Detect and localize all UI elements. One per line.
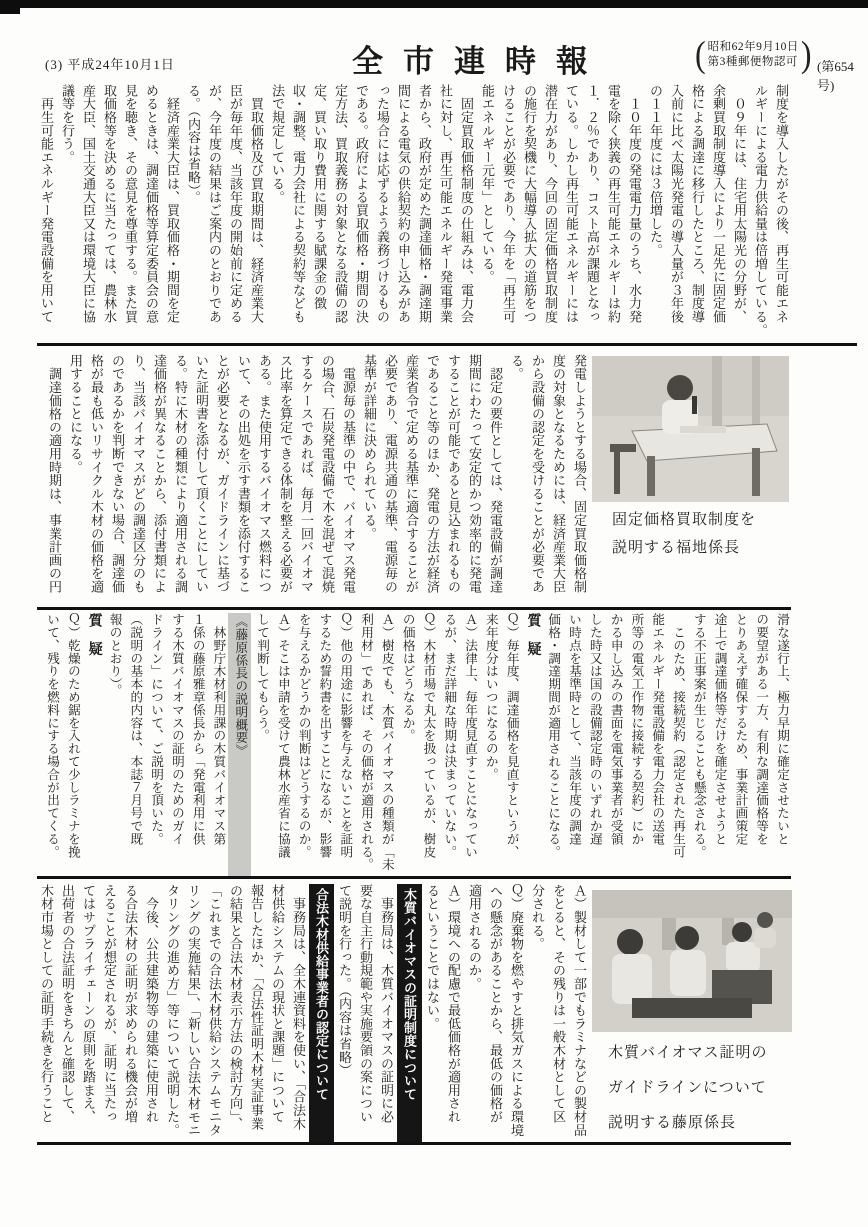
scan-corner-mark (0, 0, 20, 14)
article-text-column: 定方法、買取義務の対象となる設備の認 (333, 84, 348, 324)
postal-approval-box (695, 33, 812, 75)
article-text-column: の場合、石炭発電設備で木を混ぜて混焼 (320, 354, 335, 594)
article-text-column: 来年度分はいつになるのか。 (483, 613, 498, 781)
article-text-column: 度の対象となるためには、経済産業大臣 (551, 354, 566, 594)
article-text-column: ている。しかし再生可能エネルギーには (564, 84, 579, 324)
article-text-column: 林野庁木材利用課の木質バイオマス第 (211, 613, 226, 846)
article-text-column: するため誓約書を出すことになるが、影響 (317, 613, 332, 859)
article-text-column: した時又は国の設備認定時のいずれか遅 (587, 613, 602, 846)
article-text-column: するケースであれば、毎月一回バイオマ (299, 354, 314, 594)
article-text-column: り、当該バイオマスがどの調達区分のも (131, 354, 146, 594)
article-text-column: のであるかを判断できない場合、調達価 (110, 354, 125, 594)
caption-line: 説明する藤原係長 (608, 1115, 737, 1131)
article-text-column: 認定の要件としては、発電設備が調達 (488, 354, 503, 594)
article-text-column: 能エネルギー発電設備を電力会社の送電 (650, 613, 665, 846)
article-text-column: が、今年度の結果はご案内のとおりであ (207, 84, 222, 324)
section-header-column: 木質バイオマスの証明制度について (397, 884, 422, 1142)
article-text-column: るが、まだ詳細な時期は決まっていない。 (442, 613, 457, 859)
caption-line: 固定価格買取制度を (612, 512, 757, 528)
article-text-column: 事務局は、木質バイオマスの証明に必 (379, 884, 394, 1124)
article-text-column: 必要であり、電源共通の基準、電源毎の (383, 354, 398, 594)
section-header-column: 質 疑 (525, 613, 541, 656)
article-text-column: ある。また使用するバイオマス燃料につ (257, 354, 272, 594)
article-text-column: 調達価格の適用時期は、事業計画の円 (47, 354, 62, 594)
article-text-column: であること等のほか、発電の方法が経済 (425, 354, 440, 594)
caption-line: ガイドラインについて (608, 1080, 767, 1096)
postal-approval-line2: 第3種郵便物認可 (707, 55, 798, 68)
article-text-column: 発電しようとする場合、固定買取価格制 (572, 354, 587, 594)
article-text-column: Ａ）製材して一部でもラミナなどの製材品 (572, 884, 587, 1137)
article-text-column: 潜在力があり、今回の固定価格買取制度 (543, 84, 558, 324)
article-text-column: ルギーによる電力供給量は倍増している。 (753, 84, 768, 337)
article-text-column: とが必要となるが、ガイドラインに基づ (215, 354, 230, 594)
article-text-column: いて、その出処を示す書類を添付するこ (236, 354, 251, 594)
article-text-column: 臣が毎年度、当該年度の開始前に定める (228, 84, 243, 324)
article-text-column: 間による電気の供給契約の申し込みがあ (396, 84, 411, 324)
article-text-column: 取価格等を決めるに当たっては、農林水 (102, 84, 117, 324)
band-separator-3 (37, 876, 791, 879)
article-text-column: Ａ）そこは申請を受けて農林水産省に協議 (275, 613, 290, 859)
article-text-column: 滑な遂行上、極力早期に確定させたいと (775, 613, 789, 846)
photo-1-image (592, 356, 789, 502)
article-text-column: 見を聴き、その意見を尊重する。また買 (123, 84, 138, 324)
article-text-column: 社に対し、再生可能エネルギー発電事業 (438, 84, 453, 324)
article-text-column: このため、接続契約（認定された再生可 (671, 613, 686, 859)
article-text-column: る。（内容は省略）。 (186, 84, 201, 204)
article-text-column: 価格・調達期間が適用されることになる。 (546, 613, 561, 859)
article-text-column: ス比率を算定できる体制を整える必要が (278, 354, 293, 594)
article-band-1 (38, 84, 792, 344)
article-text-column: する不正事案が生じることも懸念される。 (691, 613, 706, 859)
article-text-column: るということではない。 (425, 884, 440, 1031)
section-header-column: 《藤原係長の説明概要》 (228, 613, 251, 876)
article-text-column: 出荷者の合法証明をきちんと確認して、 (60, 884, 75, 1124)
article-text-column: 収・調整、電力会社による契約等なども (291, 84, 306, 324)
article-text-column: 報のとおり）。 (107, 613, 122, 697)
article-text-column: 事務局は、全木連資料を使い、「合法木 (291, 884, 306, 1131)
article-text-column: Ｑ）他の用途に影響を与えないことを証明 (338, 613, 353, 859)
article-text-column: の価格はどうなるか。 (400, 613, 415, 742)
issue-number: (第654号) (817, 59, 854, 93)
article-text-column: リングの実施結果」、「新しい合法木材モニ (186, 884, 201, 1137)
left-paren: ( (695, 33, 706, 75)
page-number-and-date: (3) 平成24年10月1日 (45, 57, 175, 72)
photo-2-caption (608, 1036, 768, 1141)
article-text-column: 再生可能エネルギー発電設備を用いて (39, 84, 54, 324)
article-text-column: 適用されるのか。 (467, 884, 482, 991)
photo-1-caption (612, 506, 756, 562)
article-text-column: 所等の電気工作物に接続する契約）にか (629, 613, 644, 846)
article-text-column: いた証明書を添付して頂くことにしてい (194, 354, 209, 594)
article-text-column: 格による調達に移行したところ、制度導 (690, 84, 705, 324)
article-text-column: いて、残りを燃料にする場合が出てくる。 (45, 613, 60, 859)
band-separator-2 (37, 607, 791, 610)
article-text-column: い時点を基準時として、当該年度の調達 (567, 613, 582, 846)
photo-2-image (592, 890, 792, 1032)
article-text-column: することが可能であると見込まれるもの (446, 354, 461, 594)
article-text-column: る。特に木材の種類により適用される調 (173, 354, 188, 594)
article-text-column: 木材市場としての証明手続きを行うこと (39, 884, 54, 1124)
article-text-column: 格が最も低いリサイクル木材の価格を適 (89, 354, 104, 594)
section-header-column: 質 疑 (86, 613, 102, 656)
article-text-column: Ａ）樹皮でも、木質バイオマスの種類が「未 (379, 613, 394, 871)
article-text-column: 達価格が異なることから、添付書類によ (152, 354, 167, 594)
article-text-column: えることが想定されるが、証明に当たっ (102, 884, 117, 1124)
article-text-column: （説明の基本的内容は、本誌７月号で既 (128, 613, 143, 846)
article-text-column: 基準が詳細に決められている。 (362, 354, 377, 541)
article-text-column: 者から、政府が定めた調達価格・調達期 (417, 84, 432, 324)
article-text-column: １係の藤原雅章係長から「発電利用に供 (190, 613, 205, 846)
article-text-column: 定、買い取り費用に関する賦課金の徴 (312, 84, 327, 311)
article-text-column: とりあえず確保するため、事業計画策定 (733, 613, 748, 846)
article-text-column: 買取価格及び買取期間は、経済産業大 (249, 84, 264, 324)
article-text-column: をとると、その残りは一般木材として区 (551, 884, 566, 1124)
article-band-4-qa (38, 884, 590, 1142)
article-text-column: った場合には応ずるよう義務づけるもの (375, 84, 390, 324)
article-text-column: 要な自主行動規範や実施要領の案につい (358, 884, 373, 1124)
article-text-column: かる申し込みの書面を電気事業者が受領 (608, 613, 623, 846)
article-text-column: を与えるかどうかの判断はどうするのか。 (296, 613, 311, 859)
article-text-column: ドライン」について、ご説明を頂いた。 (149, 613, 164, 846)
article-text-column: 制度を導入したがその後、再生可能エネ (774, 84, 789, 324)
photo-fujiwara-audience (592, 890, 792, 1032)
article-text-column: 期間にわたって安定的かつ効率的に発電 (467, 354, 482, 594)
article-text-column: 報告したほか、「合法性証明木材実証事業 (249, 884, 264, 1131)
article-text-column: から設備の認定を受けることが必要であ (530, 354, 545, 594)
photo-fukuchi-speaking (592, 356, 789, 502)
article-text-column: １０年度の発電電力量のうち、水力発 (627, 84, 642, 324)
article-text-column: Ｑ）廃棄物を燃やすと排気ガスによる環境 (509, 884, 524, 1137)
article-text-column: である。政府による買取価格・期間の決 (354, 84, 369, 324)
section-header-column: 合法木材供給事業者の認定について (309, 884, 334, 1142)
scan-top-black-bar (0, 0, 868, 8)
article-text-column: 電を除く狭義の再生可能エネルギーは約 (606, 84, 621, 324)
article-text-column: Ｑ）木材市場で丸太を扱っているが、樹皮 (421, 613, 436, 859)
article-text-column: 議等を行う。 (60, 84, 75, 164)
article-text-column: 分される。 (530, 884, 545, 951)
article-text-column: めるときは、調達価格等算定委員会の意 (144, 84, 159, 324)
article-text-column: の結果と合法木材表示方法の検討方向」、 (228, 884, 243, 1131)
article-text-column: て説明を行った。（内容は省略） (337, 884, 352, 1077)
article-text-column: 利用材」であれば、その価格が適用される。 (359, 613, 374, 871)
article-text-column: 経済産業大臣は、買取価格・期間を定 (165, 84, 180, 324)
article-text-column: の施行を契機に大幅導入拡大の道筋をつ (522, 84, 537, 324)
article-text-column: 材供給システムの現状と課題」について (270, 884, 285, 1124)
article-text-column: Ｑ）毎年度、調達価格を見直すというが、 (504, 613, 519, 859)
article-text-column: けることが必要であり、今年を「再生可 (501, 84, 516, 324)
article-text-column: ０９年には、住宅用太陽光の分野が、 (732, 84, 747, 324)
article-text-column: への懸念があることから、最低の価格が (488, 884, 503, 1124)
caption-line: 説明する福地係長 (612, 540, 741, 556)
article-text-column: 産業省令で定める基準に適合することが (404, 354, 419, 594)
article-text-column: 今後、公共建築物等の建築に使用され (144, 884, 159, 1124)
article-text-column: 余剰買取制度導入により一足先に固定価 (711, 84, 726, 324)
newspaper-title: 全市連時報 (352, 44, 607, 79)
article-text-column: 能エネルギー元年」としている。 (480, 84, 495, 284)
article-band-2 (38, 354, 590, 606)
article-text-column: 「これまでの合法木材供給システムモニタ (207, 884, 222, 1137)
article-text-column: Ａ）環境への配慮で最低価格が適用され (446, 884, 461, 1124)
caption-line: 木質バイオマス証明の (608, 1045, 768, 1061)
right-paren: ) (800, 33, 812, 75)
article-text-column: る合法木材の証明が求められる機会が増 (123, 884, 138, 1124)
article-text-column: 法で規定している。 (270, 84, 285, 204)
article-text-column: する木質バイオマスの証明のためのガイ (169, 613, 184, 846)
article-text-column: る。 (509, 354, 524, 381)
article-text-column: 途上で調達価格等だけを確定させようと (712, 613, 727, 846)
postal-approval-line1: 昭和62年9月10日 (707, 40, 799, 53)
article-text-column: して判断してもらう。 (255, 613, 270, 742)
article-text-column: てはサプライチェーンの原則を踏まえ、 (81, 884, 96, 1124)
article-text-column: １．２％であり、コスト高が課題となっ (585, 84, 600, 324)
article-text-column: の要望がある一方、有利な調達価格等を (754, 613, 769, 846)
article-text-column: タリングの進め方」等について説明した。 (165, 884, 180, 1137)
article-band-3-qa (38, 613, 792, 876)
article-text-column: 固定買取価格制度の仕組みは、電力会 (459, 84, 474, 324)
article-text-column: 産大臣、国土交通大臣又は環境大臣に協 (81, 84, 96, 324)
article-text-column: 入前に比べ太陽光発電の導入量が３年後 (669, 84, 684, 324)
article-text-column: Ｑ）乾燥のため鋸を入れて少しラミナを挽 (65, 613, 80, 859)
article-text-column: の１１年度には３倍増した。 (648, 84, 663, 257)
article-text-column: 電源毎の基準の中で、バイオマス発電 (341, 354, 356, 594)
article-text-column: 用することになる。 (68, 354, 83, 474)
page-bottom-rule (37, 1142, 791, 1145)
article-text-column: Ａ）法律上、毎年度見直すことになってい (463, 613, 478, 859)
